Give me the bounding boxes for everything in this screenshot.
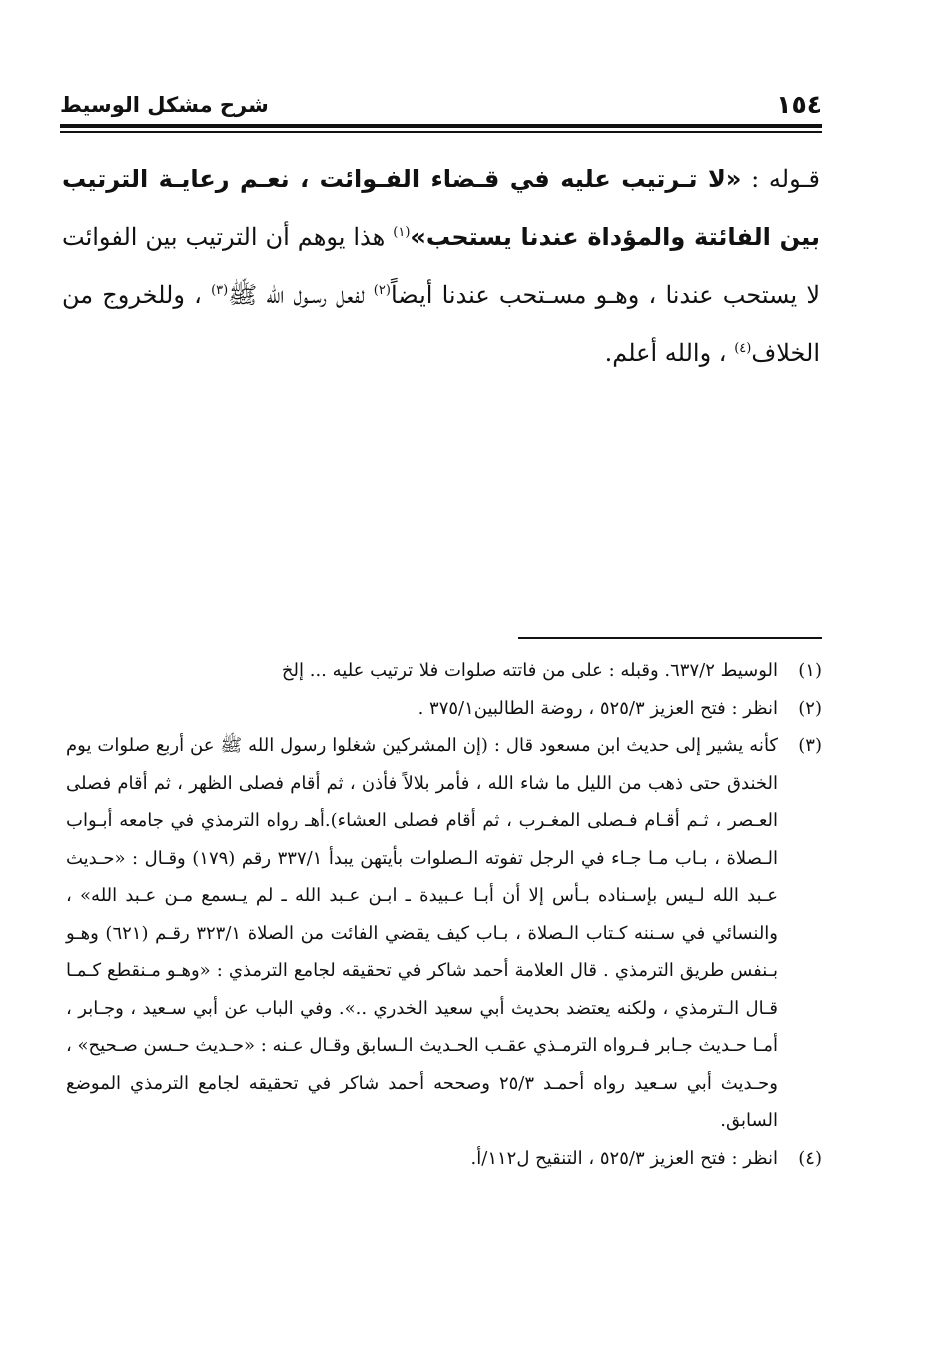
header-rule-thin: [60, 131, 822, 133]
body-text-a: هذا يوهم أن الترتيب بين الفوائت لا يستحب عندنا ، وهـو مسـتحب عندنا أيضاً: [62, 223, 821, 309]
footnote-2: [66, 690, 822, 728]
footnote-text: الوسيط ٦٣٧/٢. وقبله : على من فاتته صلوات فلا ترتيب عليه ... إلخ: [281, 660, 778, 681]
intro-text: قـوله :: [741, 165, 820, 193]
body-text-b: لفعل رسـول الله ﷺ: [228, 281, 374, 309]
body-text-d: ، والله أعلم.: [604, 339, 735, 367]
quoted-text: «لا تـرتيب عليه في قـضاء الفـوائت ، نعـم رعايـة الترتيب بين الفائتة والمؤداة عندنا يستحب»: [62, 165, 820, 251]
footnote-4: [66, 1140, 822, 1178]
footnote-text: انظر : فتح العزيز ٥٢٥/٣ ، التنقيح ل١١٢/أ.: [470, 1147, 778, 1169]
page-number: ١٥٤: [776, 90, 822, 119]
body-text-c: ، وللخروج من الخلاف: [62, 281, 820, 367]
footnote-ref-4: (٤): [734, 341, 752, 356]
footnote-3: [66, 727, 822, 1140]
footnote-number: (١): [798, 660, 822, 681]
page-header: [60, 90, 822, 122]
header-rule-thick: [60, 124, 822, 128]
footnote-number: (٢): [798, 697, 822, 719]
footnote-ref-2: (٢): [373, 283, 391, 298]
footnote-text: كأنه يشير إلى حديث ابن مسعود قال : (إن المشركين شغلوا رسول الله ﷺ عن أربع صلوات يوم الخندق حتى ذهب من الليل ما شاء الله ، فأمر بلالاً فأذن ، ثم أقام فصلى الظهر ، ثم أقام فصلى العـصر ، ثـم أقـام فـصلى المغـرب ، ثم أقام فصلى العشاء).أهـ رواه الترمذي في جامعه أبـواب الـصلاة ، بـاب مـا جـاء في الرجل تفوته الـصلوات بأيتهن يبدأ ٣٣٧/١ رقم (١٧٩) وقـال : «حـديث عـبد الله لـيس بإسـناده بـأس إلا أن أبـا عـبيدة ـ ابـن عـبد الله ـ لم يـسمع مـن عـبد الله» ، والنسائي في سـننه كـتاب الـصلاة ، بـاب كيف يقضي الفائت من الصلاة ٣٢٣/١ رقـم (٦٢١) وهـو بـنفس طريق الترمذي . قال العلامة أحمد شاكر في تحقيقه لجامع الترمذي : «وهـو مـنقطع كـمـا قـال الـترمذي ، ولكنه يعتضد بحديث أبي سعيد الخدري ..». وفي الباب عن أبي سـعيد ، وجـابر ، أمـا حـديث جـابر فـرواه الترمـذي عقـب الحـديث الـسابق وقـال عـنه : «حـديث حـسن صـحيح» ، وحـديث أبي سـعيد رواه أحمـد ٢٥/٣ وصححه أحمد شاكر في تحقيقه لجامع الترمذي الموضع السابق.: [66, 735, 778, 1131]
footnote-number: (٣): [798, 735, 822, 756]
running-title: شرح مشكل الوسيط: [60, 93, 269, 117]
main-paragraph: [62, 150, 820, 382]
footnote-text: انظر : فتح العزيز ٥٢٥/٣ ، روضة الطالبين٣٧٥/١ .: [417, 697, 778, 719]
footnote-ref-1: (١): [393, 225, 411, 240]
footnote-separator: [518, 637, 822, 639]
footnote-1: [66, 652, 822, 690]
footnote-ref-3: (٣): [211, 283, 229, 298]
footnote-number: (٤): [798, 1147, 822, 1169]
footnotes: [66, 652, 822, 1177]
